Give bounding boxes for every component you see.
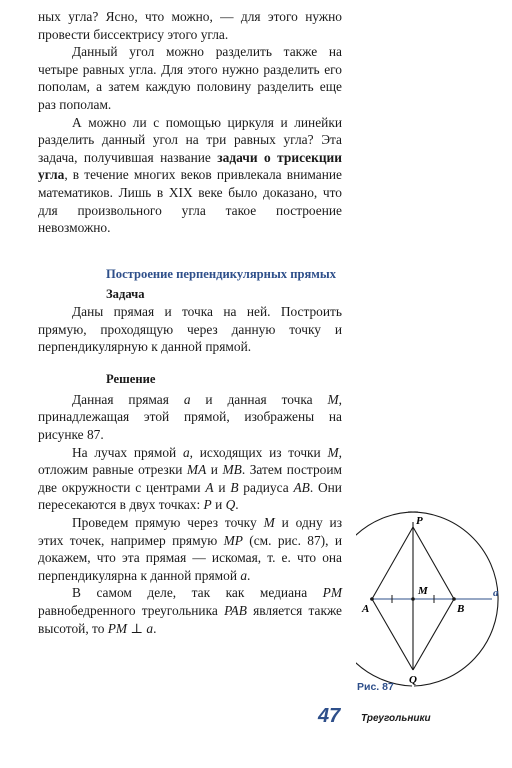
task-label: Задача bbox=[106, 287, 145, 301]
figure-87-perpendicular-construction bbox=[356, 510, 506, 692]
solution-label: Решение bbox=[106, 371, 156, 386]
term-trisection: задачи о трисекции угла bbox=[38, 149, 342, 183]
solution-paragraph-3: Проведем прямую через точку M и одну из этих точек, например прямую MP (см. рис. 87), и докажем, что эта прямая — искомая, т. е. что она перпендикулярна к данной прямой a. bbox=[38, 514, 342, 583]
point-b bbox=[452, 597, 456, 601]
label-p: P bbox=[416, 515, 423, 527]
solution-paragraph-2: На лучах прямой a, исходящих из точки M, отложим равные отрезки MA и MB. Затем построим две окружности с центрами A и B радиуса AB. Они пересекаются в двух точках: P и Q. bbox=[38, 444, 342, 513]
label-a-point: A bbox=[362, 603, 370, 615]
solution-paragraph-4: В самом деле, так как медиана PM равнобедренного треугольника PAB является также высотой, то PM ⊥ a. bbox=[38, 585, 342, 636]
page-number: 47 bbox=[318, 705, 341, 727]
section-block bbox=[38, 266, 342, 637]
section-heading: Построение перпендикулярных прямых bbox=[106, 267, 337, 281]
label-m: M bbox=[418, 585, 428, 597]
text-column bbox=[38, 8, 342, 237]
figure-caption: Рис. 87 bbox=[357, 681, 394, 693]
point-a bbox=[370, 597, 374, 601]
task-text: Даны прямая и точка на ней. Построить прямую, проходящую через данную точку и перпендикулярную к данной прямой. bbox=[38, 304, 342, 355]
label-q: Q bbox=[409, 674, 417, 686]
running-title: Треугольники bbox=[361, 713, 431, 724]
label-line-a: a bbox=[493, 587, 499, 599]
point-m bbox=[411, 597, 415, 601]
paragraph-continuation: ных угла? Ясно, что можно, — для этого нужно провести биссектрису этого угла. bbox=[38, 9, 342, 42]
paragraph-four-angles: Данный угол можно разделить также на четыре равных угла. Для этого нужно разделить его пополам, а затем каждую половину разделить еще раз пополам. bbox=[38, 44, 342, 112]
label-b-point: B bbox=[457, 603, 465, 615]
paragraph-trisection: А можно ли с помощью циркуля и линейки разделить данный угол на три равных угла? Эта задача, получившая название задачи о трисекции угла, в течение многих веков привлекала внимание математиков. Лишь в XIX веке было доказано, что для произвольного угла такое построение невозможно. bbox=[38, 114, 342, 236]
solution-paragraph-1: Данная прямая a и данная точка M, принадлежащая этой прямой, изображены на рисунке 87. bbox=[38, 391, 342, 442]
